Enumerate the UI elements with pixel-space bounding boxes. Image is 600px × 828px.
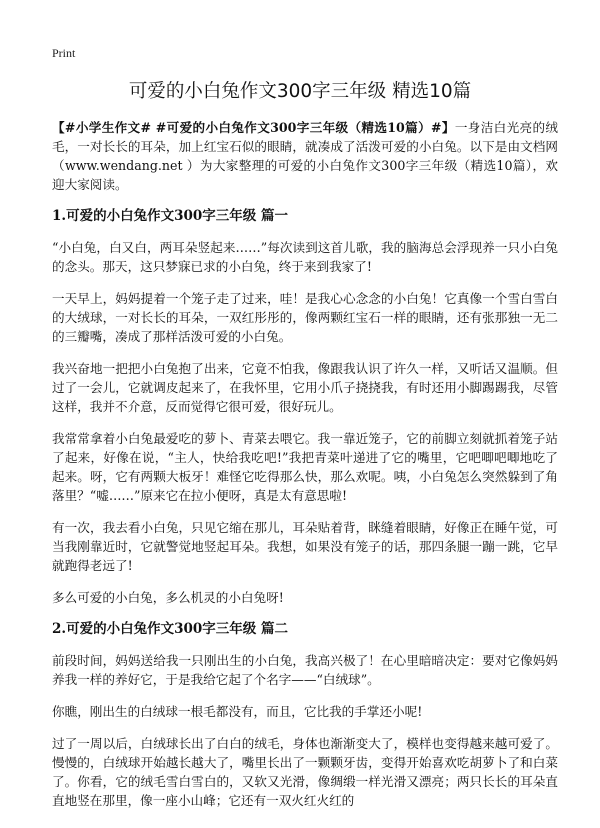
paragraph: 你瞧，刚出生的白绒球一根毛都没有，而且，它比我的手掌还小呢! (52, 704, 423, 719)
intro-paragraph (52, 118, 558, 194)
paragraph: 有一次，我去看小白兔，只见它缩在那儿，耳朵贴着背，眯缝着眼睛，好像正在睡午觉，可当我刚靠近时，它就警觉地竖起耳朵。我想，如果没有笼子的话，那四条腿一蹦一跳，它早就跑得老远了! (52, 520, 558, 573)
paragraph: 多么可爱的小白兔，多么机灵的小白兔呀! (52, 590, 284, 605)
paragraph: 前段时间，妈妈送给我一只刚出生的小白兔，我高兴极了！在心里暗暗决定：要对它像妈妈养我一样的养好它，于是我给它起了个名字——“白绒球”。 (52, 653, 558, 687)
paragraph: “小白兔，白又白，两耳朵竖起来……”每次读到这首儿歌，我的脑海总会浮现养一只小白兔的念头。那天，这只梦寐已求的小白兔，终于来到我家了! (52, 240, 558, 274)
intro-tag: 【#小学生作文# #可爱的小白兔作文300字三年级（精选10篇）#】 (52, 120, 455, 135)
section-heading-1: 1.可爱的小白兔作文300字三年级 篇一 (52, 208, 288, 224)
paragraph: 我兴奋地一把把小白兔抱了出来，它竟不怕我，像跟我认识了许久一样，又听话又温顺。但过了一会儿，它就调皮起来了，在我怀里，它用小爪子挠挠我，有时还用小脚踢踢我，尽管这样，我并不介意，反而觉得它很可爱，很好玩儿。 (52, 361, 558, 414)
paragraph: 一天早上，妈妈提着一个笼子走了过来，哇！是我心心念念的小白兔！它真像一个雪白雪白的大绒球，一对长长的耳朵，一双红彤彤的，像两颗红宝石一样的眼睛，还有张那独一无二的三瓣嘴，凑成了那样活泼可爱的小白兔。 (52, 291, 558, 344)
document-body (52, 118, 558, 823)
print-label: Print (52, 46, 76, 60)
document-title: 可爱的小白兔作文300字三年级 精选10篇 (128, 81, 472, 102)
intro-text: 一身洁白光亮的绒毛，一对长长的耳朵，加上红宝石似的眼睛，就凑成了活泼可爱的小白兔。以下是由文档网（www.wendang.net ）为大家整理的可爱的小白兔作文300字三年级（精选10篇），欢迎大家阅读。 (52, 120, 558, 192)
paragraph: 我常常拿着小白兔最爱吃的萝卜、青菜去喂它。我一靠近笼子，它的前脚立刻就抓着笼子站了起来，好像在说，“主人，快给我吃吧!”我把青菜叶递进了它的嘴里，它吧唧吧唧地吃了起来。呀，它有两颗大板牙！难怪它吃得那么快，那么欢呢。咦，小白兔怎么突然躲到了角落里？“嘘……”原来它在拉小便呀，真是太有意思啦! (52, 431, 558, 503)
section-heading-2: 2.可爱的小白兔作文300字三年级 篇二 (52, 621, 288, 637)
paragraph: 过了一周以后，白绒球长出了白白的绒毛，身体也渐渐变大了，模样也变得越来越可爱了。慢慢的，白绒球开始越长越大了，嘴里长出了一颗颗牙齿，变得开始喜欢吃胡萝卜了和白菜了。你看，它的绒毛雪白雪白的，又软又光滑，像绸缎一样光滑又漂亮；两只长长的耳朵直直地竖在那里，像一座小山峰；它还有一双火红火红的 (52, 736, 558, 808)
